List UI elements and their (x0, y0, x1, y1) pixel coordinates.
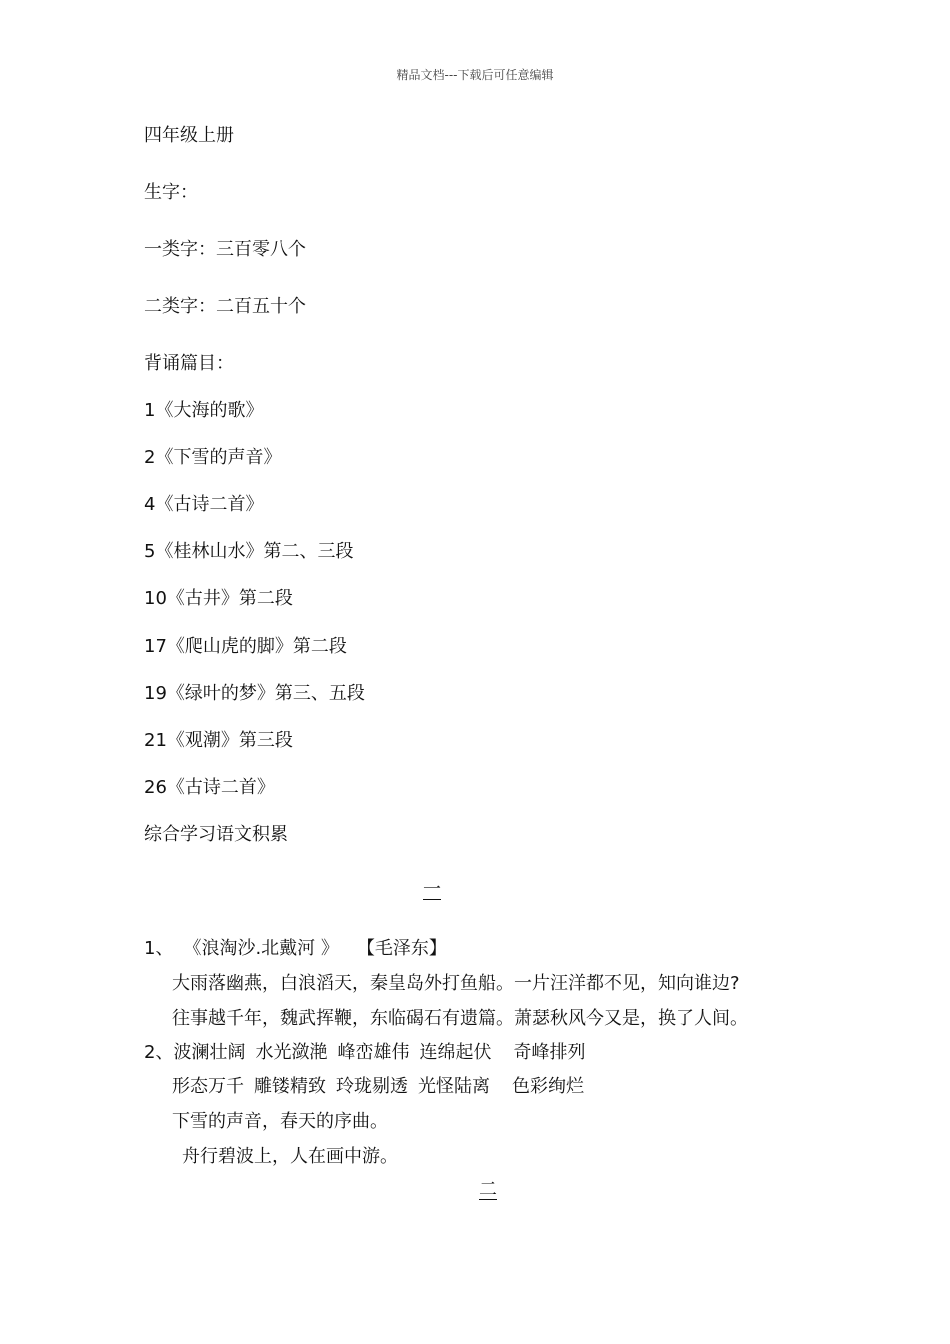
recite-item: 26《古诗二首》 (144, 777, 275, 798)
words-row (144, 1041, 585, 1065)
poem-title-line (144, 937, 447, 961)
section-heading-2: 二 (479, 1179, 497, 1200)
recite-item: 21《观潮》第三段 (144, 730, 293, 751)
words-row (172, 1075, 584, 1099)
word: 奇峰排列 (513, 1042, 586, 1063)
class1-chars: 一类字：三百零八个 (144, 239, 306, 260)
word: 水光潋滟 (255, 1042, 328, 1063)
accumulation-label: 综合学习语文积累 (144, 824, 288, 845)
class2-prefix: 二类字： (144, 296, 216, 317)
class2-value: 二百五十个 (216, 296, 306, 317)
word: 光怪陆离 (418, 1076, 490, 1097)
recite-item: 2《下雪的声音》 (144, 447, 282, 468)
words-number: 2、 (144, 1042, 174, 1063)
poem-title: 《浪淘沙.北戴河 》 (183, 938, 339, 959)
class2-chars (144, 295, 306, 319)
sentence: 舟行碧波上，人在画中游。 (182, 1146, 398, 1167)
recite-label: 背诵篇目： (144, 353, 234, 374)
recite-item: 1《大海的歌》 (144, 400, 264, 421)
sentence: 下雪的声音，春天的序曲。 (172, 1111, 388, 1132)
recite-item: 5《桂林山水》第二、三段 (144, 541, 354, 562)
word: 玲珑剔透 (336, 1076, 408, 1097)
page-header: 精品文档---下载后可任意编辑 (396, 68, 554, 82)
page-title: 四年级上册 (144, 125, 234, 146)
section-heading-1: 一 (423, 879, 441, 900)
word: 峰峦雄伟 (337, 1042, 410, 1063)
word: 形态万千 (172, 1076, 244, 1097)
word: 色彩绚烂 (512, 1076, 584, 1097)
poem-line: 往事越千年，魏武挥鞭，东临碣石有遗篇。萧瑟秋风今又是，换了人间。 (172, 1008, 748, 1029)
poem-author: 【毛泽东】 (356, 938, 447, 959)
word: 波澜壮阔 (173, 1042, 246, 1063)
new-chars-label: 生字： (144, 182, 198, 203)
poem-number: 1、 (144, 938, 174, 959)
recite-item: 4《古诗二首》 (144, 494, 264, 515)
word: 连绵起伏 (419, 1042, 492, 1063)
poem-line: 大雨落幽燕，白浪滔天，秦皇岛外打鱼船。一片汪洋都不见，知向谁边? (172, 973, 740, 994)
recite-item: 19《绿叶的梦》第三、五段 (144, 683, 365, 704)
recite-item: 17《爬山虎的脚》第二段 (144, 636, 347, 657)
word: 雕镂精致 (254, 1076, 326, 1097)
recite-item: 10《古井》第二段 (144, 588, 293, 609)
